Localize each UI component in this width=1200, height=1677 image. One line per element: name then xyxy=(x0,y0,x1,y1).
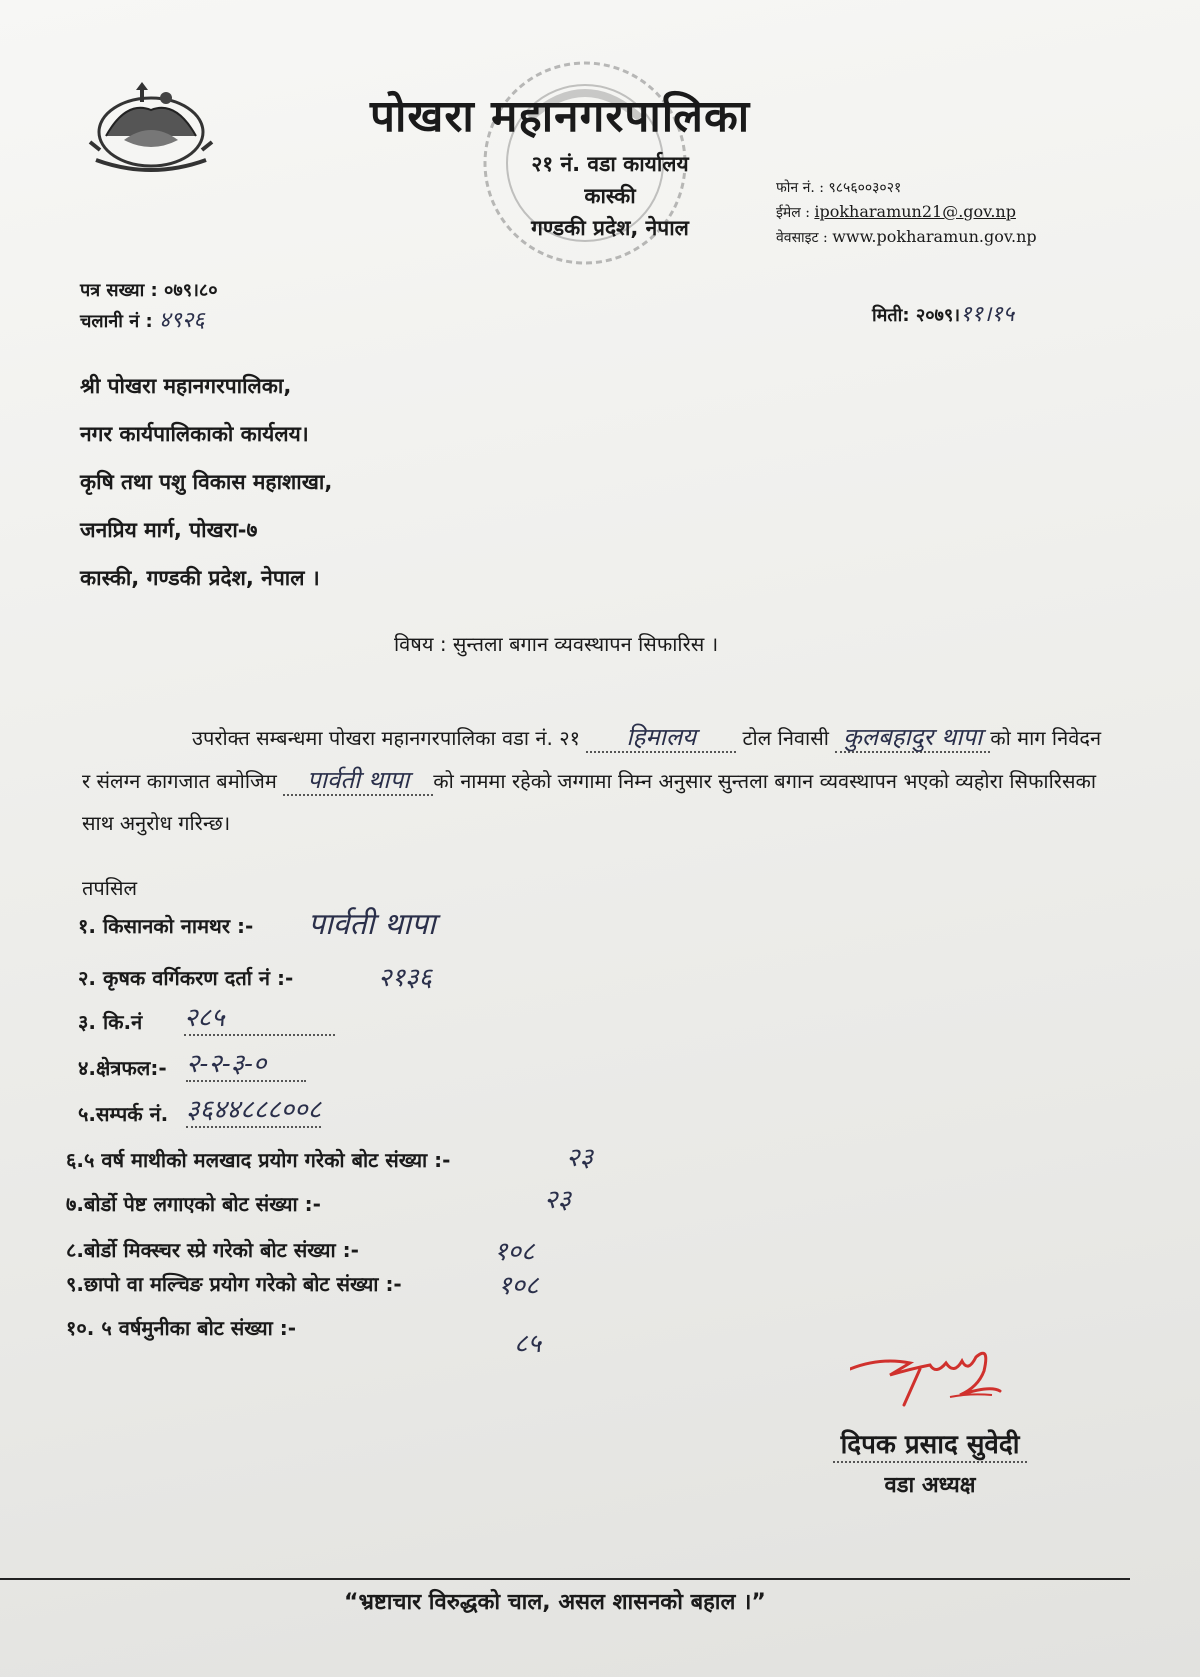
body-text-1: उपरोक्त सम्बन्धमा पोखरा महानगरपालिका वडा नं. २१ xyxy=(192,726,581,750)
organization-title: पोखरा महानगरपालिका xyxy=(370,91,751,142)
office-line-1: २१ नं. वडा कार्यालय xyxy=(531,152,689,176)
email-line xyxy=(776,200,1037,225)
detail-item xyxy=(66,1314,542,1359)
office-line-3: गण्डकी प्रदेश, नेपाल xyxy=(531,216,689,240)
detail-label: ७.बोर्डो पेष्ट लगाएको बोट संख्या :- xyxy=(66,1192,321,1216)
detail-item xyxy=(66,1095,322,1127)
detail-label: ८.बोर्डो मिक्स्चर स्प्रे गरेको बोट संख्या :- xyxy=(66,1238,359,1262)
website-line xyxy=(776,225,1037,250)
letter-number-line xyxy=(80,276,218,306)
dispatch-number-label: चलानी नं : xyxy=(80,311,153,332)
reference-block xyxy=(80,276,218,337)
date-line xyxy=(872,298,1014,328)
detail-label: ६.५ वर्ष माथीको मलखाद प्रयोग गरेको बोट संख्या :- xyxy=(66,1148,451,1172)
detail-item xyxy=(66,963,433,993)
body-text-2: टोल निवासी xyxy=(742,726,829,750)
applicant-value: कुलबहादुर थापा xyxy=(835,723,990,753)
email-link[interactable]: ipokharamun21@.gov.np xyxy=(814,202,1016,221)
detail-item xyxy=(66,907,436,942)
nepal-government-emblem-icon xyxy=(86,80,216,176)
tole-value: हिमालय xyxy=(586,723,736,753)
website-link[interactable]: www.pokharamun.gov.np xyxy=(832,227,1037,246)
detail-item xyxy=(66,1049,267,1081)
address-line: कास्की, गण्डकी प्रदेश, नेपाल । xyxy=(80,566,320,590)
date-printed: २०७९। xyxy=(915,305,961,326)
detail-label: १०. ५ वर्षमुनीका बोट संख्या :- xyxy=(66,1316,297,1340)
address-line: श्री पोखरा महानगरपालिका, xyxy=(80,374,292,398)
detail-label: ४.क्षेत्रफल:- xyxy=(78,1056,167,1080)
detail-value: १०८ xyxy=(498,1271,539,1301)
dispatch-number-line xyxy=(80,306,218,337)
email-label: ईमेल : xyxy=(776,205,810,221)
footer-divider xyxy=(0,1578,1130,1580)
recipient-address xyxy=(80,362,332,602)
contact-info xyxy=(776,176,1037,250)
body-text-4: को नाममा xyxy=(433,769,506,793)
date-label: मिती: xyxy=(872,305,910,326)
body-paragraph xyxy=(82,716,1112,844)
detail-value: १०८ xyxy=(494,1237,535,1267)
footer-slogan: “भ्रष्टाचार विरुद्धको चाल, असल शासनको बहाल ।” xyxy=(344,1590,766,1615)
detail-label: १. किसानको नामथर :- xyxy=(78,914,254,938)
detail-item xyxy=(66,1143,594,1173)
detail-value: पार्वती थापा xyxy=(308,907,436,942)
signatory-name: दिपक प्रसाद सुवेदी xyxy=(833,1425,1028,1463)
owner-value: पार्वती थापा xyxy=(283,766,433,796)
signatory-block xyxy=(780,1425,1080,1499)
detail-item xyxy=(66,1185,572,1217)
signature-mark xyxy=(850,1335,1020,1410)
address-line: नगर कार्यपालिकाको कार्यलय। xyxy=(80,422,309,446)
dispatch-number-value: ४९२६ xyxy=(158,308,205,333)
address-line: जनप्रिय मार्ग, पोखरा-७ xyxy=(80,518,258,542)
detail-value: ८५ xyxy=(514,1329,542,1359)
phone-number: फोन नं. : ९८५६००३०२१ xyxy=(776,180,902,196)
ward-office-block xyxy=(510,148,710,244)
detail-value: २३ xyxy=(566,1143,594,1173)
detail-value: ३६४४८८८००८ xyxy=(186,1090,321,1128)
address-line: कृषि तथा पशु विकास महाशाखा, xyxy=(80,470,333,494)
letter-number-value: ०७९।८० xyxy=(163,280,218,301)
date-handwritten: ११।१५ xyxy=(960,302,1015,327)
subject-line: विषय : सुन्तला बगान व्यवस्थापन सिफारिस । xyxy=(394,632,719,656)
detail-value: २१३६ xyxy=(378,963,433,993)
details-heading: तपसिल xyxy=(82,876,138,900)
detail-value: २३ xyxy=(544,1185,572,1215)
website-label: वेवसाइट : xyxy=(776,230,828,246)
letter-number-label: पत्र सख्या : xyxy=(80,280,158,301)
detail-item xyxy=(66,1236,535,1267)
detail-value: २-२-३-० xyxy=(186,1044,306,1082)
body-text-3: को माग निवेदन र संलग्न कागजात बमोजिम xyxy=(82,726,1102,793)
detail-value: २८५ xyxy=(184,998,335,1036)
body-text-5: रहेको जग्गामा निम्न अनुसार सुन्तला बगान व्यवस्थापन भएको व्यहोरा सिफारिसका साथ अनुरोध गरिन्छ। xyxy=(82,769,1097,835)
office-line-2: कास्की xyxy=(584,184,636,208)
signatory-role: वडा अध्यक्ष xyxy=(884,1473,976,1498)
detail-label: ९.छापो वा मल्चिङ प्रयोग गरेको बोट संख्या :- xyxy=(66,1272,402,1296)
detail-item xyxy=(66,1003,225,1035)
detail-item xyxy=(66,1270,539,1301)
detail-label: ५.सम्पर्क नं. xyxy=(78,1102,169,1126)
detail-label: ३. कि.नं xyxy=(78,1010,143,1034)
detail-label: २. कृषक वर्गिकरण दर्ता नं :- xyxy=(78,966,294,990)
